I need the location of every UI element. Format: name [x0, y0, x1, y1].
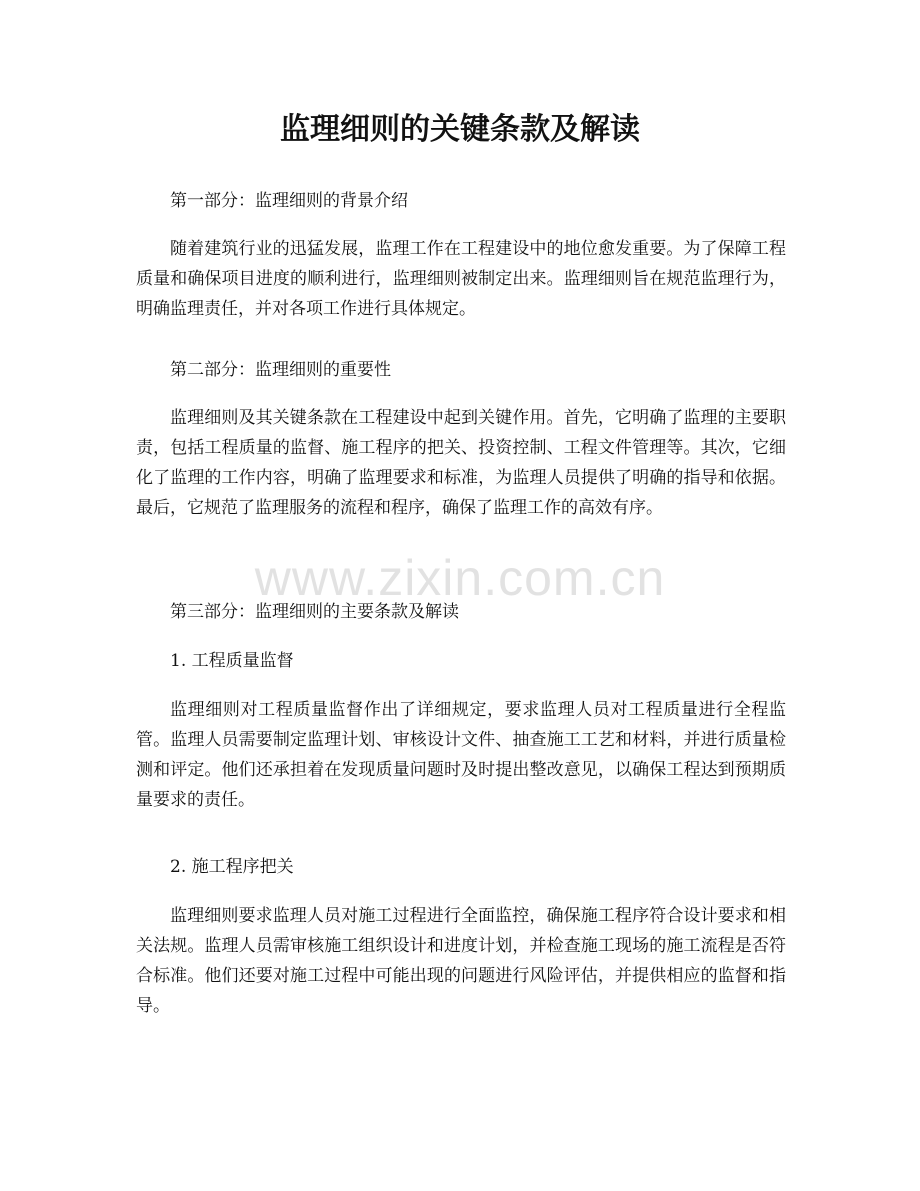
- section-heading-3: 第三部分：监理细则的主要条款及解读: [170, 602, 459, 622]
- subheading-quality-supervision: 1. 工程质量监督: [170, 651, 294, 671]
- paragraph-background: 随着建筑行业的迅猛发展，监理工作在工程建设中的地位愈发重要。为了保障工程质量和确保项目进度的顺利进行，监理细则被制定出来。监理细则旨在规范监理行为，明确监理责任，并对各项工作进行具体规定。: [136, 239, 786, 319]
- document-title: 监理细则的关键条款及解读: [280, 112, 640, 147]
- paragraph-construction-procedure: 监理细则要求监理人员对施工过程进行全面监控，确保施工程序符合设计要求和相关法规。监理人员需审核施工组织设计和进度计划，并检查施工现场的施工流程是否符合标准。他们还要对施工过程中可能出现的问题进行风险评估，并提供相应的监督和指导。: [136, 906, 786, 1016]
- subheading-construction-procedure: 2. 施工程序把关: [170, 857, 294, 877]
- paragraph-importance: 监理细则及其关键条款在工程建设中起到关键作用。首先，它明确了监理的主要职责，包括工程质量的监督、施工程序的把关、投资控制、工程文件管理等。其次，它细化了监理的工作内容，明确了监理要求和标准，为监理人员提供了明确的指导和依据。最后，它规范了监理服务的流程和程序，确保了监理工作的高效有序。: [136, 408, 786, 518]
- section-heading-1: 第一部分：监理细则的背景介绍: [170, 191, 408, 211]
- paragraph-quality-supervision: 监理细则对工程质量监督作出了详细规定，要求监理人员对工程质量进行全程监管。监理人员需要制定监理计划、审核设计文件、抽查施工工艺和材料，并进行质量检测和评定。他们还承担着在发现质量问题时及时提出整改意见，以确保工程达到预期质量要求的责任。: [136, 700, 786, 810]
- watermark-text: www.zixin.com.cn: [254, 550, 666, 606]
- section-heading-2: 第二部分：监理细则的重要性: [170, 360, 391, 380]
